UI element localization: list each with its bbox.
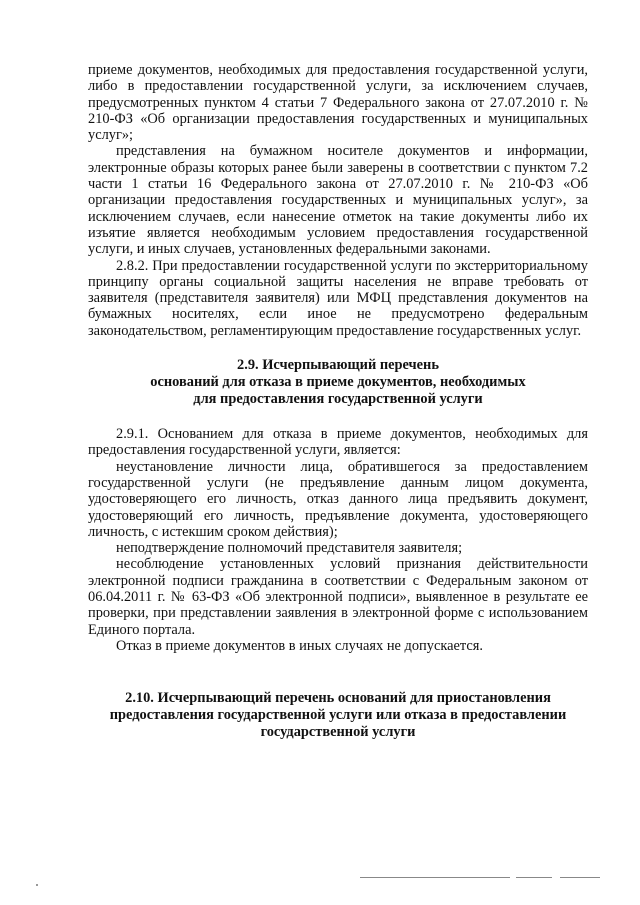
section-heading-2-9-line3: для предоставления государственной услуги: [193, 391, 483, 408]
paragraph-identity-not-established: неустановление личности лица, обратившегося за предоставлением государственной услуги (не предъявление данным лицом документа, удостоверяющего его личность, отказ данного лица предъявить документ, удостоверяющий его личность, предъявление документа, удостоверяющего личность, с истекшим сроком действия);: [88, 458, 588, 540]
paragraph-2-9-1: 2.9.1. Основанием для отказа в приеме документов, необходимых для предоставления государственной услуги, является:: [88, 426, 588, 459]
paragraph-no-other-refusal: Отказ в приеме документов в иных случаях не допускается.: [116, 637, 483, 654]
section-heading-2-10-line2: предоставления государственной услуги или отказа в предоставлении: [109, 707, 567, 724]
paragraph-paper-documents: представления на бумажном носителе документов и информации, электронные образы которых ранее были заверены в соответствии с пунктом 7.2 части 1 статьи 16 Федерального закона от 27.07.2010 г. № 210-ФЗ «Об организации предоставления государственных и муниципальных услуг», за исключением случаев, если нанесение отметок на такие документы либо их изъятие является необходимым условием предоставления государственной услуги, и иных случаев, установленных федеральными законами.: [88, 143, 588, 258]
document-body: [88, 62, 588, 741]
section-heading-2-10-line3: государственной услуги: [260, 724, 416, 741]
paragraph-refusal-clause-end: приеме документов, необходимых для предоставления государственной услуги, либо в предоставлении государственной услуги, за исключением случаев, предусмотренных пунктом 4 статьи 7 Федерального закона от 27.07.2010 г. № 210-ФЗ «Об организации предоставления государственных и муниципальных услуг»;: [88, 62, 588, 144]
footer-rule-left: [360, 877, 510, 878]
paragraph-2-8-2: 2.8.2. При предоставлении государственной услуги по экстерриториальному принципу органы социальной защиты населения не вправе требовать от заявителя (представителя заявителя) или МФЦ представления документов на бумажных носителях, если иное не предусмотрено федеральным законодательством, регламентирующим предоставление государственных услуг.: [88, 257, 588, 339]
scan-speck: [36, 884, 38, 886]
footer-rule-middle: [516, 877, 552, 878]
footer-rule-right: [560, 877, 600, 878]
section-heading-2-9-line2: оснований для отказа в приеме документов, необходимых: [150, 374, 526, 391]
paragraph-electronic-signature: несоблюдение установленных условий признания действительности электронной подписи гражданина в соответствии с Федеральным законом от 06.04.2011 г. № 63-ФЗ «Об электронной подписи», выявленное в результате ее проверки, при представлении заявления в электронной форме с использованием Единого портала.: [88, 556, 588, 638]
section-heading-2-10-line1: 2.10. Исчерпывающий перечень оснований для приостановления: [125, 690, 551, 707]
paragraph-authority-not-confirmed: неподтверждение полномочий представителя заявителя;: [116, 540, 463, 557]
section-heading-2-9-line1: 2.9. Исчерпывающий перечень: [237, 357, 439, 374]
